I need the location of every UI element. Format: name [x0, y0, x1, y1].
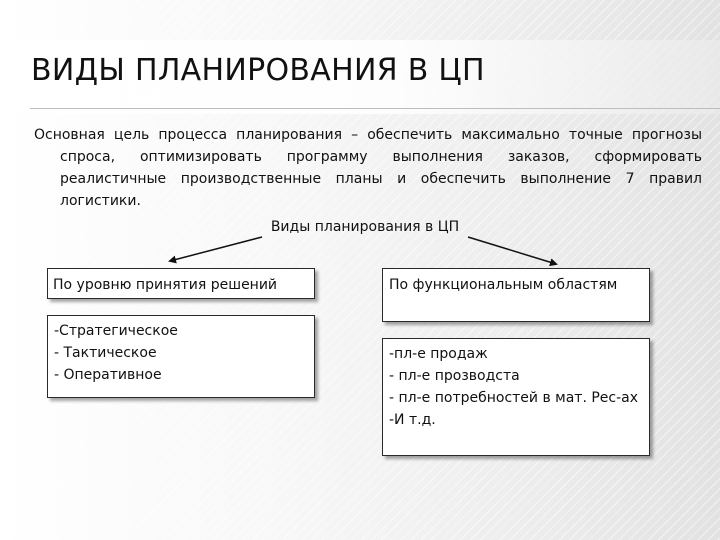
- right-category-header: По функциональным областям: [389, 277, 618, 293]
- diagram-root-label: Виды планирования в ЦП: [270, 219, 460, 235]
- right-list-item: - пл-е потребностей в мат. Рес-ах: [389, 390, 639, 406]
- right-list-item: -И т.д.: [389, 412, 436, 428]
- left-category-list-box: [47, 315, 315, 398]
- right-list-item: - пл-е прозводста: [389, 368, 520, 384]
- left-list-item: - Оперативное: [54, 367, 162, 383]
- right-category-list-box: [382, 338, 650, 456]
- left-list-item: -Стратегическое: [54, 323, 178, 339]
- right-list-item: -пл-е продаж: [389, 346, 488, 362]
- slide-title: ВИДЫ ПЛАНИРОВАНИЯ В ЦП: [31, 53, 485, 88]
- arrow-right-line: [468, 237, 556, 264]
- arrow-left-line: [170, 237, 262, 261]
- intro-paragraph: Основная цель процесса планирования – обеспечить максимально точные прогнозы спроса, оптимизировать программу выполнения заказов, сформировать реалистичные производственные планы и обеспечить выполнение 7 правил логистики.: [34, 127, 702, 209]
- left-category-header: По уровню принятия решений: [53, 277, 278, 293]
- right-category-header-box: [382, 268, 650, 322]
- left-list-item: - Тактическое: [54, 345, 157, 361]
- left-category-header-box: [47, 268, 315, 299]
